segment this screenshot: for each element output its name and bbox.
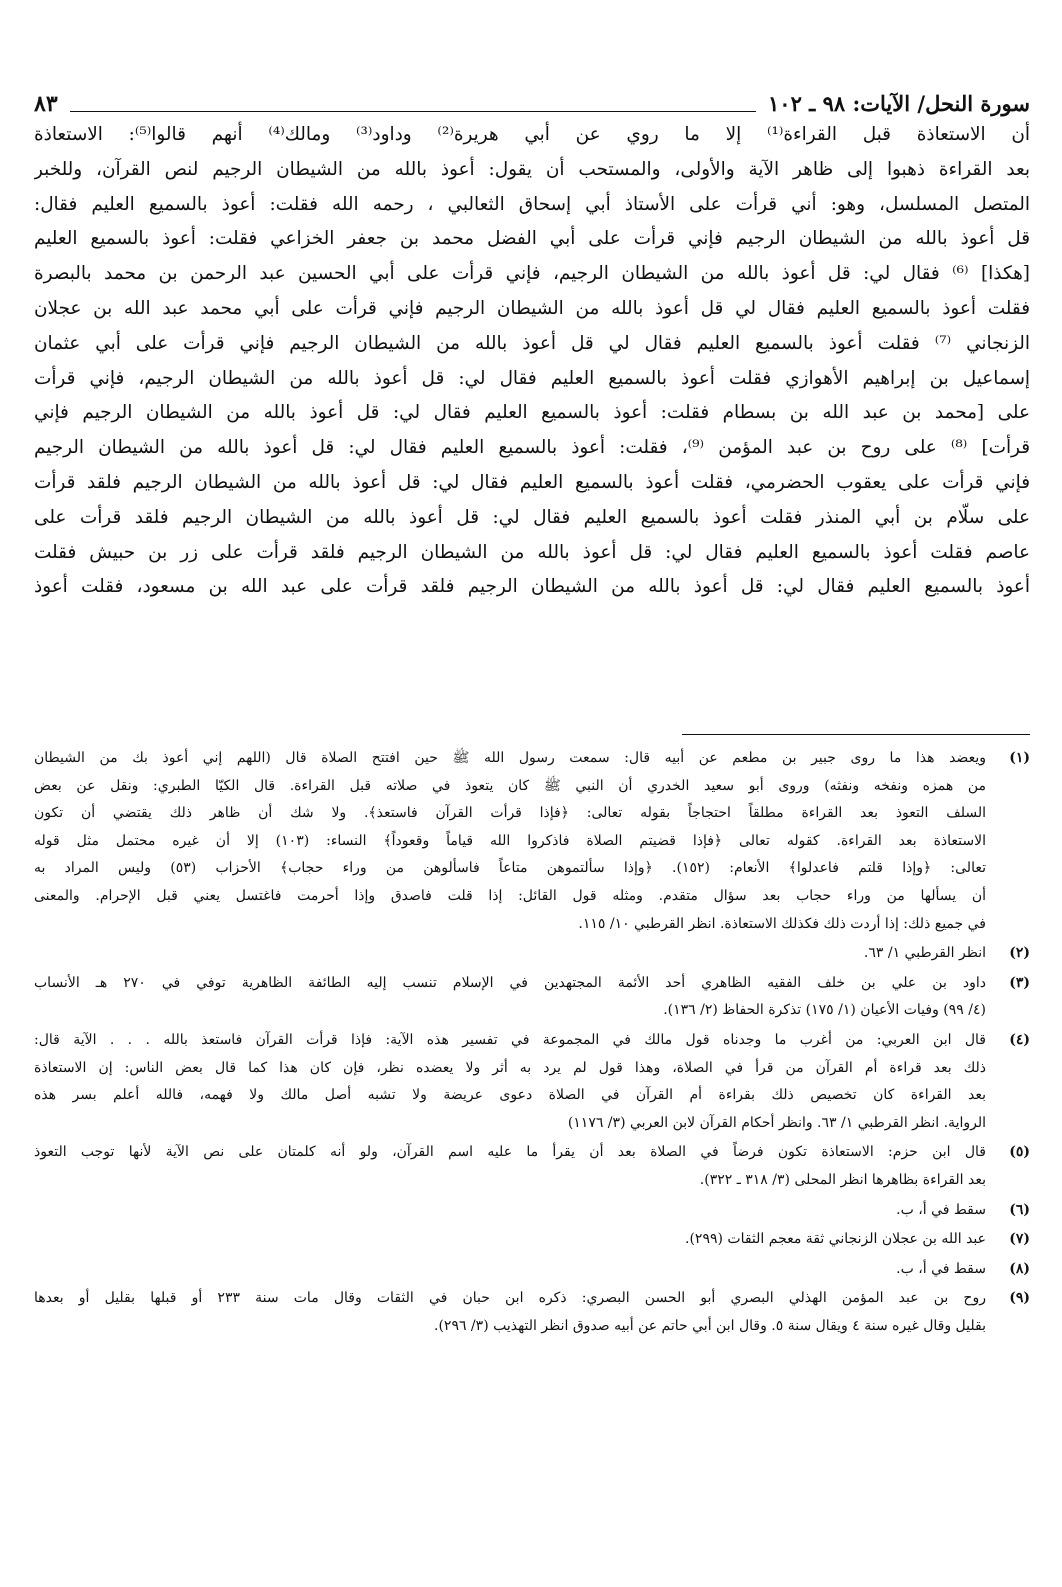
footnote-number: (٢) bbox=[1009, 945, 1030, 962]
header-title: سورة النحل/ الآيات: ٩٨ ـ ١٠٢ bbox=[768, 91, 1030, 116]
footnote-line: الاستعاذة بعد القراءة. كقوله تعالى ﴿فإذا قضيتم الصلاة فاذكروا الله قياماً وقعوداً﴾ النساء: (١٠٣) إلا أن غيره محتمل مثل قوله bbox=[34, 832, 986, 849]
main-text-line: المتصل المسلسل، وهو: أني قرأت على الأستاذ أبي إسحاق الثعالبي ، رحمه الله فقلت: أعوذ بالسميع العليم فقال: bbox=[34, 193, 1030, 215]
footnote-line: ذلك بعد قراءة أم القرآن من قرأ في الصلاة، وهذا قول لم يرد به أثر ولا يعضده نظر، فإن كان هذا كما قال بعض الناس: إن الاستعاذة bbox=[34, 1059, 986, 1076]
footnote-line: بعد القراءة كان تخصيص ذلك بقراءة أم القرآن في الصلاة دعوى عريضة ولا تشبه أصل مالك ولا فهمه، فالله أعلم بسر هذه bbox=[34, 1087, 986, 1104]
footnote-number: (٧) bbox=[1009, 1231, 1030, 1248]
footnote-separator bbox=[682, 734, 1030, 735]
main-text-line: [هكذا] ⁽⁶⁾ فقال لي: قل أعوذ بالله من الشيطان الرجيم، فإني قرأت على أبي الحسين عبد الرحمن بن محمد بالبصرة bbox=[34, 263, 1030, 285]
footnote-line: انظر القرطبي ١/ ٦٣. bbox=[863, 945, 986, 962]
footnote-6 bbox=[34, 1197, 1030, 1225]
main-text-line: إسماعيل بن إبراهيم الأهوازي فقلت أعوذ بالسميع العليم فقال لي: قل أعوذ بالله من الشيطان الرجيم، فإني قرأت bbox=[34, 367, 1030, 389]
footnote-line: سقط في أ، ب. bbox=[896, 1260, 986, 1277]
footnote-line: بعد القراءة بظاهرها انظر المحلى (٣/ ٣١٨ ـ ٣٢٢). bbox=[699, 1171, 986, 1188]
main-text-line: فإني قرأت على يعقوب الحضرمي، فقلت أعوذ بالسميع العليم فقال لي: قل أعوذ بالله من الشيطان الرجيم فلقد قرأت bbox=[34, 471, 1030, 493]
footnote-2 bbox=[34, 940, 1030, 968]
footnote-number: (٦) bbox=[1009, 1201, 1030, 1218]
footnote-line: داود بن علي بن خلف الفقيه الظاهري أحد الأئمة المجتهدين في الإسلام تنسب إليه الطائفة الظاهرية توفي في ٢٧٠ هـ الأنساب bbox=[34, 974, 986, 991]
main-text-line: بعد القراءة ذهبوا إلى ظاهر الآية والأولى، والمستحب أن يقول: أعوذ بالله من الشيطان الرجيم لنص القرآن، وللخبر bbox=[34, 158, 1030, 180]
footnote-line: تعالى: ﴿وإذا قلتم فاعدلوا﴾ الأنعام: (١٥٢). ﴿وإذا سألتموهن متاعاً فاسألوهن من وراء حجاب﴾ الأحزاب (٥٣) وليس المراد به bbox=[34, 860, 986, 877]
main-text-line: الزنجاني ⁽⁷⁾ فقلت أعوذ بالسميع العليم فقال لي قل أعوذ بالله من الشيطان الرجيم فإني قرأت على أبي عثمان bbox=[34, 332, 1030, 354]
footnote-number: (١) bbox=[1009, 750, 1030, 766]
main-text-line: أعوذ بالسميع العليم فقال لي: قل أعوذ بالله من الشيطان الرجيم فلقد قرأت على عبد الله بن مسعود، فقلت أعوذ bbox=[34, 576, 1030, 598]
footnote-number: (٣) bbox=[1009, 974, 1030, 991]
footnote-7 bbox=[34, 1226, 1030, 1254]
footnote-number: (٤) bbox=[1009, 1031, 1030, 1048]
footnote-number: (٥) bbox=[1009, 1144, 1030, 1161]
main-text-line: على [محمد بن عبد الله بن بسطام فقلت: أعوذ بالسميع العليم فقال لي: قل أعوذ بالله من الشيطان الرجيم فإني bbox=[34, 402, 1030, 424]
main-text-line: قرأت] ⁽⁸⁾ على روح بن عبد المؤمن ⁽⁹⁾، فقلت: أعوذ بالسميع العليم فقال لي: قل أعوذ بالله من الشيطان الرجيم bbox=[34, 437, 1030, 459]
main-text-line: فقلت أعوذ بالسميع العليم فقال لي قل أعوذ بالله من الشيطان الرجيم فإني قرأت على أبي محمد عبد الله بن عجلان bbox=[34, 297, 1030, 319]
main-text-line: قل أعوذ بالله من الشيطان الرجيم فإني قرأت على أبي الفضل محمد بن جعفر الخزاعي فقلت: أعوذ بالسميع العليم bbox=[34, 228, 1030, 250]
footnotes bbox=[34, 745, 1030, 1342]
main-text-line: أن الاستعاذة قبل القراءة⁽¹⁾ إلا ما روي عن أبي هريرة⁽²⁾ وداود⁽³⁾ ومالك⁽⁴⁾ أنهم قالوا⁽⁵⁾: الاستعاذة bbox=[34, 124, 1030, 145]
footnote-line: قال ابن العربي: من أغرب ما وجدناه قول مالك في المجموعة في تفسير هذه الآية: فإذا قرأت القرآن فاستعذ بالله . . . الآية قال: bbox=[34, 1031, 986, 1048]
main-text-line: على سلّام بن أبي المنذر فقلت أعوذ بالسميع العليم فقال لي: قل أعوذ بالله من الشيطان الرجيم فلقد قرأت على bbox=[34, 506, 1030, 528]
footnote-line: (٤/ ٩٩) وفيات الأعيان (١/ ١٧٥) تذكرة الحفاظ (٢/ ١٣٦). bbox=[663, 1002, 986, 1019]
footnote-9 bbox=[34, 1285, 1030, 1340]
footnote-line: سقط في أ، ب. bbox=[896, 1201, 986, 1218]
main-text-line: عاصم فقلت أعوذ بالسميع العليم فقال لي: قل أعوذ بالله من الشيطان الرجيم فلقد قرأت على زر بن حبيش فقلت bbox=[34, 541, 1030, 563]
header-rule bbox=[70, 111, 756, 112]
footnote-5 bbox=[34, 1139, 1030, 1194]
page-number: ٨٣ bbox=[34, 91, 58, 117]
footnote-4 bbox=[34, 1027, 1030, 1137]
footnote-1 bbox=[34, 745, 1030, 938]
footnote-line: من همزه ونفخه ونفثه) وروى أبو سعيد الخدري أن النبي ﷺ كان يتعوذ في صلاته قبل القراءة. قال الكيّا الطبري: ونقل عن بعض bbox=[34, 777, 986, 794]
footnote-line: ويعضد هذا ما روى جبير بن مطعم عن أبيه قال: سمعت رسول الله ﷺ حين افتتح الصلاة قال (اللهم إني أعوذ بك من الشيطان bbox=[34, 750, 986, 766]
footnote-line: الرواية. انظر القرطبي ١/ ٦٣. وانظر أحكام القرآن لابن العربي (٣/ ١١٧٦) bbox=[567, 1114, 986, 1131]
footnote-3 bbox=[34, 970, 1030, 1025]
footnote-line: السلف التعوذ بعد القراءة مطلقاً احتجاجاً بقوله تعالى: ﴿فإذا قرأت القرآن فاستعذ﴾. ولا شك أن ظاهر ذلك يقتضي أن تكون bbox=[34, 805, 986, 822]
footnote-line: عبد الله بن عجلان الزنجاني ثقة معجم الثقات (٢٩٩). bbox=[685, 1231, 986, 1248]
footnote-number: (٩) bbox=[1009, 1290, 1030, 1307]
footnote-line: أن يسألها من وراء حجاب بعد سؤال متقدم. ومثله قول القائل: إذا قلت فاصدق وإذا أحرمت فاغتسل يعني قبل الإحرام. والمعنى bbox=[34, 887, 986, 904]
footnote-line: بقليل وقال غيره سنة ٤ ويقال سنة ٥. وقال ابن أبي حاتم عن أبيه صدوق انظر التهذيب (٣/ ٢٩٦). bbox=[434, 1317, 986, 1334]
main-text bbox=[34, 118, 1030, 605]
footnote-line: روح بن عبد المؤمن الهذلي البصري أبو الحسن البصري: ذكره ابن حبان في الثقات وقال مات سنة ٢٣٣ أو قبلها بقليل أو بعدها bbox=[34, 1290, 986, 1307]
footnote-line: في جميع ذلك: إذا أردت ذلك فكذلك الاستعاذة. انظر القرطبي ١٠/ ١١٥. bbox=[578, 915, 986, 932]
footnote-number: (٨) bbox=[1009, 1260, 1030, 1277]
footnote-8 bbox=[34, 1256, 1030, 1284]
footnote-line: قال ابن حزم: الاستعاذة تكون فرضاً في الصلاة بعد أن يقرأ ما عليه اسم القرآن، ولو أنه كلمتان على نص الآية لأنها توجب التعوذ bbox=[34, 1144, 986, 1161]
running-header bbox=[34, 84, 1030, 118]
